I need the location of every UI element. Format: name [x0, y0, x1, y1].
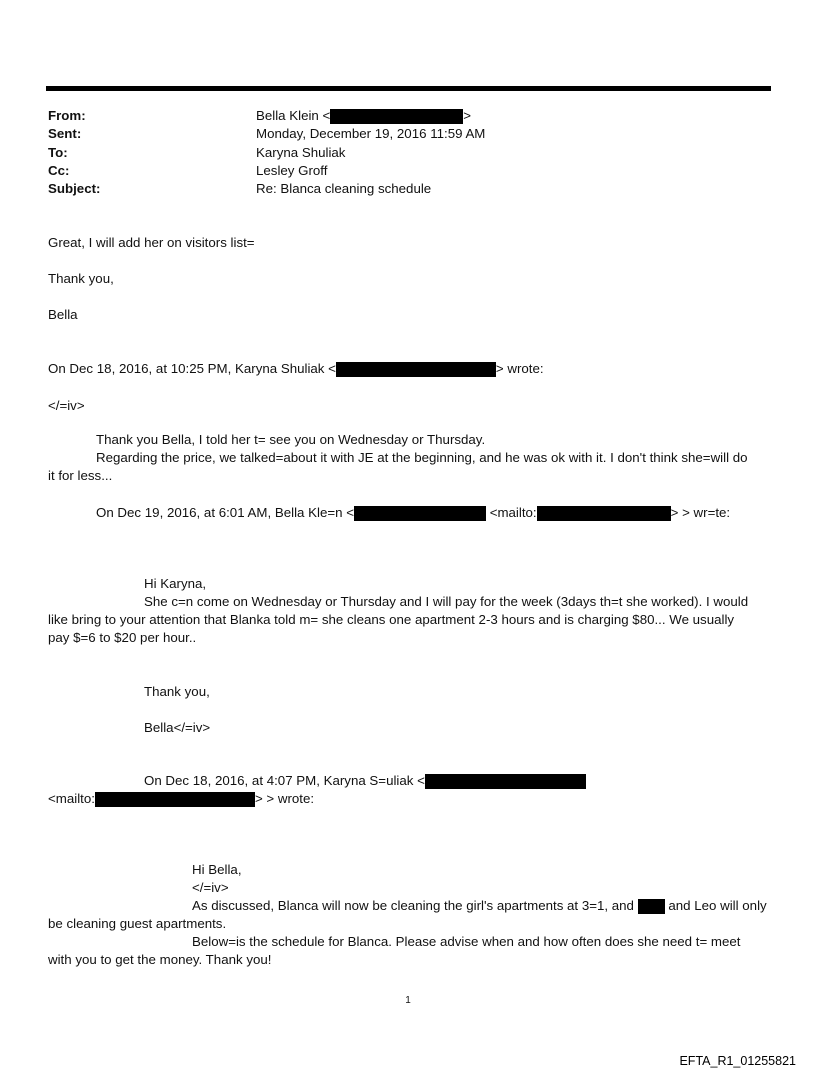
- body-line: [192, 897, 767, 915]
- from-value: [256, 107, 471, 125]
- redacted-name: [638, 899, 665, 914]
- quote-header: [144, 772, 586, 790]
- quote-header-text: On Dec 18, 2016, at 4:07 PM, Karyna S=uliak <: [144, 773, 425, 788]
- body-line: Thank you,: [48, 271, 114, 286]
- quote-header-text: On Dec 19, 2016, at 6:01 AM, Bella Kle=n <: [96, 505, 354, 520]
- from-name: Bella Klein <: [256, 108, 331, 123]
- cc-value: Lesley Groff: [256, 163, 328, 178]
- document-id: EFTA_R1_01255821: [679, 1054, 796, 1068]
- body-signature: Bella</=iv>: [144, 720, 211, 735]
- redacted-email: [336, 362, 496, 377]
- header-divider: [46, 86, 771, 91]
- body-line: be cleaning guest apartments.: [48, 916, 227, 931]
- quote-header-suffix: > > wrote:: [254, 791, 315, 806]
- redacted-email: [354, 506, 486, 521]
- body-signature: Bella: [48, 307, 78, 322]
- body-line: it for less...: [48, 468, 113, 483]
- quote-header-text: On Dec 18, 2016, at 10:25 PM, Karyna Shuliak <: [48, 361, 336, 376]
- sent-label: Sent:: [48, 126, 82, 141]
- subject-value: Re: Blanca cleaning schedule: [256, 181, 432, 196]
- body-greeting: Hi Bella,: [192, 862, 242, 877]
- quote-header-suffix: > > wr=te:: [670, 505, 731, 520]
- body-line-text: As discussed, Blanca will now be cleaning the girl's apartments at 3=1, and: [192, 898, 634, 913]
- redacted-email: [330, 109, 463, 124]
- body-line: Regarding the price, we talked=about it with JE at the beginning, and he was ok with it. I don't think she=will do: [96, 450, 748, 465]
- body-greeting: Hi Karyna,: [144, 576, 207, 591]
- body-line: Below=is the schedule for Blanca. Please advise when and how often does she need t= meet: [192, 934, 741, 949]
- body-line: Great, I will add her on visitors list=: [48, 235, 255, 250]
- redacted-email: [537, 506, 671, 521]
- html-fragment: </=iv>: [48, 398, 85, 413]
- to-label: To:: [48, 145, 68, 160]
- subject-label: Subject:: [48, 181, 101, 196]
- quote-header-suffix: > wrote:: [495, 361, 544, 376]
- quote-header: [96, 504, 730, 522]
- redacted-email: [95, 792, 255, 807]
- body-line: like bring to your attention that Blanka told m= she cleans one apartment 2-3 hours and is charging $80... We usually: [48, 612, 735, 627]
- body-line: Thank you,: [144, 684, 210, 699]
- sent-value: Monday, December 19, 2016 11:59 AM: [256, 126, 486, 141]
- body-line: with you to get the money. Thank you!: [48, 952, 272, 967]
- cc-label: Cc:: [48, 163, 70, 178]
- body-line-text: and Leo will only: [668, 898, 767, 913]
- mailto-prefix: <mailto:: [48, 791, 95, 806]
- quote-header-continued: [48, 790, 314, 808]
- page-number: 1: [405, 995, 411, 1006]
- to-value: Karyna Shuliak: [256, 145, 346, 160]
- body-line: She c=n come on Wednesday or Thursday and I will pay for the week (3days th=t she worked). I would: [144, 594, 749, 609]
- body-line: pay $=6 to $20 per hour..: [48, 630, 197, 645]
- quote-header: [48, 360, 544, 378]
- from-label: From:: [48, 108, 86, 123]
- mailto-prefix: <mailto:: [489, 505, 537, 520]
- redacted-email: [425, 774, 586, 789]
- body-line: Thank you Bella, I told her t= see you on Wednesday or Thursday.: [96, 432, 486, 447]
- from-suffix: >: [463, 108, 472, 123]
- html-fragment: </=iv>: [192, 880, 229, 895]
